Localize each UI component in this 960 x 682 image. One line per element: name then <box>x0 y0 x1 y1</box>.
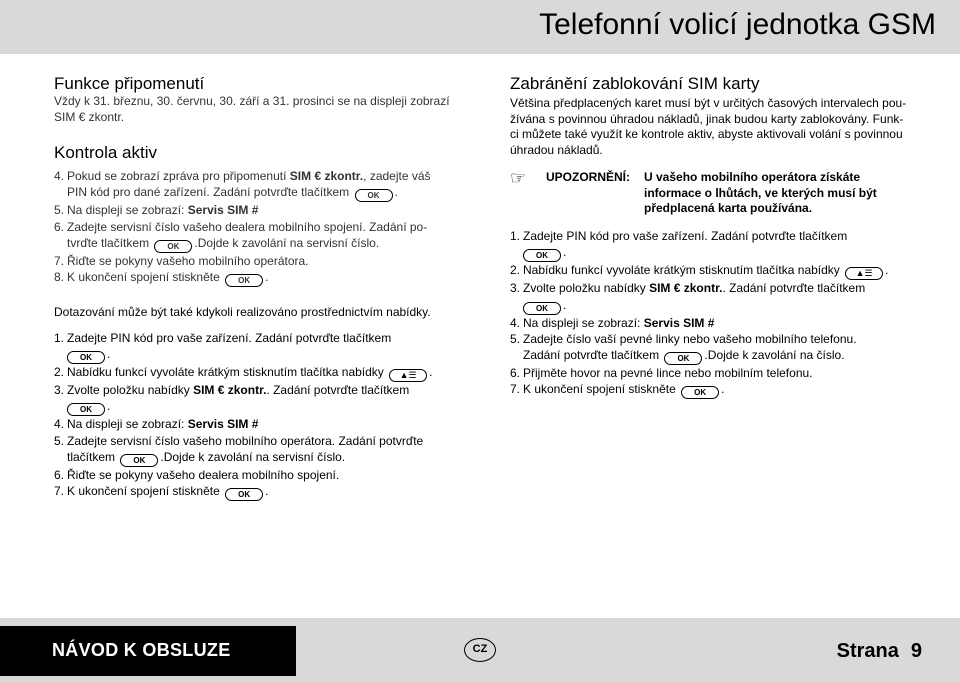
step-text: K ukončení spojení stiskněte <box>67 484 220 499</box>
warning-note <box>510 170 938 220</box>
step-text: Zvolte položku nabídky <box>523 281 650 296</box>
step-text: . <box>563 297 567 312</box>
step-bold: SIM € zkontr. <box>649 281 723 296</box>
step-text: .Dojde k zavolání na servisní číslo. <box>194 235 380 250</box>
paragraph-line: ci můžete také využít ke kontrole aktiv, abyste aktivovali volání s povinnou <box>510 127 903 141</box>
warning-line: informace o lhůtách, ve kterých musí být <box>644 185 877 200</box>
step-number: 3. <box>510 281 521 296</box>
sim-step-3 <box>510 280 938 314</box>
menu-step-2 <box>54 364 474 382</box>
menu-step-4 <box>54 416 474 432</box>
step-6 <box>54 219 474 253</box>
ok-key-icon: OK <box>523 249 561 262</box>
sim-step-7 <box>510 381 938 399</box>
sim-block-paragraph <box>510 96 938 158</box>
ok-key-icon: OK <box>523 302 561 315</box>
page-number <box>837 640 922 663</box>
ok-key-icon: OK <box>664 352 702 365</box>
step-text: . <box>107 399 111 414</box>
paragraph-line: žívána s povinnou úhradou nákladů, jinak budou karty zablokovány. Funk- <box>510 111 904 126</box>
step-number: 4. <box>510 315 521 330</box>
step-text: , zadejte váš <box>363 169 431 183</box>
step-text: Zvolte položku nabídky <box>67 382 194 397</box>
step-text: Přijměte hovor na pevné lince nebo mobilním telefonu. <box>523 366 813 381</box>
step-number: 7. <box>510 382 521 397</box>
sim-step-5 <box>510 331 938 365</box>
paragraph-line: úhradou nákladů. <box>510 142 603 157</box>
step-text: K ukončení spojení stiskněte <box>523 382 676 397</box>
step-text: Pokud se zobrazí zpráva pro připomenutí <box>67 169 290 183</box>
step-text: .Dojde k zavolání na číslo. <box>704 348 845 363</box>
step-text: Řiďte se pokyny vašeho dealera mobilního spojení. <box>67 467 340 482</box>
step-text: . <box>429 364 433 379</box>
credit-check-steps <box>54 168 474 287</box>
step-number: 2. <box>510 263 521 278</box>
paragraph-line: Většina předplacených karet musí být v určitých časových intervalech pou- <box>510 96 907 110</box>
sim-step-2 <box>510 262 938 280</box>
menu-step-6 <box>54 467 474 483</box>
ok-key-icon: OK <box>681 386 719 399</box>
sim-step-4 <box>510 315 938 331</box>
step-bold: Servis SIM # <box>643 315 715 330</box>
menu-step-1 <box>54 330 474 364</box>
step-text: tlačítkem <box>67 449 116 464</box>
step-7 <box>54 253 474 269</box>
warning-text <box>644 170 904 217</box>
section-title-reminder: Funkce připomenutí <box>54 74 205 93</box>
reminder-line: Vždy k 31. březnu, 30. červnu, 30. září a 31. prosinci se na displeji zobrazí <box>54 94 450 108</box>
ok-key-icon: OK <box>67 403 105 416</box>
step-text: Nabídku funkcí vyvoláte krátkým stisknutím tlačítka nabídky <box>67 364 384 379</box>
ok-key-icon: OK <box>225 488 263 501</box>
ok-key-icon: OK <box>154 240 192 253</box>
menu-step-5 <box>54 433 474 467</box>
step-number: 7. <box>54 484 65 499</box>
step-number: 6. <box>510 366 521 381</box>
step-text: . <box>265 484 269 499</box>
step-number: 4. <box>54 417 65 432</box>
menu-step-3 <box>54 382 474 416</box>
step-8 <box>54 269 474 287</box>
pointing-hand-icon: ☞ <box>510 168 527 188</box>
page-title: Telefonní volicí jednotka GSM <box>539 8 936 41</box>
step-text: . <box>394 185 398 200</box>
step-text: PIN kód pro dané zařízení. Zadání potvrďte tlačítkem <box>67 185 350 200</box>
step-text: Zadejte servisní číslo vašeho mobilního operátora. Zadání potvrďte <box>67 433 424 448</box>
step-text: Nabídku funkcí vyvoláte krátkým stisknutím tlačítka nabídky <box>523 263 840 278</box>
step-text: . Zadání potvrďte tlačítkem <box>722 281 866 296</box>
step-bold: SIM € zkontr. <box>289 169 364 183</box>
step-number: 2. <box>54 364 65 379</box>
step-text: Zadejte číslo vaší pevné linky nebo vašeho mobilního telefonu. <box>523 331 857 346</box>
menu-steps <box>54 330 474 501</box>
footer-manual-title: NÁVOD K OBSLUZE <box>52 640 231 660</box>
warning-line: U vašeho mobilního operátora získáte <box>644 170 861 184</box>
step-number: 7. <box>54 253 65 268</box>
step-text: Zadání potvrďte tlačítkem <box>523 348 660 363</box>
warning-line: předplacená karta používána. <box>644 201 813 215</box>
menu-key-icon: ▲☰ <box>389 369 427 382</box>
menu-key-icon: ▲☰ <box>845 267 883 280</box>
step-text: Řiďte se pokyny vašeho mobilního operátora. <box>67 253 309 268</box>
sim-step-6 <box>510 365 938 381</box>
warning-label: UPOZORNĚNÍ: <box>546 170 630 184</box>
step-number: 8. <box>54 270 65 285</box>
step-number: 5. <box>54 433 65 448</box>
step-text: . <box>885 263 889 278</box>
section-title-credit-check: Kontrola aktiv <box>54 143 157 162</box>
step-5 <box>54 202 474 218</box>
ok-key-icon: OK <box>67 351 105 364</box>
page-label: Strana <box>836 640 899 662</box>
step-number: 1. <box>54 330 65 345</box>
reminder-text <box>54 94 474 125</box>
step-number: 6. <box>54 219 65 234</box>
left-column <box>54 74 474 501</box>
step-text: . Zadání potvrďte tlačítkem <box>266 382 410 397</box>
ok-key-icon: OK <box>225 274 263 287</box>
step-number: 1. <box>510 229 521 243</box>
step-text: .Dojde k zavolání na servisní číslo. <box>160 449 346 464</box>
ok-key-icon: OK <box>355 189 393 202</box>
step-text: Na displeji se zobrazí: <box>523 315 644 330</box>
step-bold: Servis SIM # <box>187 203 259 218</box>
ok-key-icon: OK <box>120 454 158 467</box>
step-text: Zadejte PIN kód pro vaše zařízení. Zadání potvrďte tlačítkem <box>67 330 392 345</box>
step-text: . <box>563 245 567 260</box>
step-text: . <box>107 346 111 361</box>
step-bold: Servis SIM # <box>187 417 259 432</box>
step-number: 5. <box>54 203 65 218</box>
step-text: . <box>721 382 725 397</box>
page-number-value: 9 <box>910 640 922 662</box>
reminder-line: SIM € zkontr. <box>54 109 125 124</box>
step-4 <box>54 168 474 202</box>
step-text: Na displeji se zobrazí: <box>67 417 188 432</box>
step-number: 5. <box>510 331 521 346</box>
step-number: 6. <box>54 467 65 482</box>
step-text: tvrďte tlačítkem <box>67 235 150 250</box>
sim-block-steps <box>510 228 938 399</box>
step-text: K ukončení spojení stiskněte <box>67 270 220 285</box>
country-badge: CZ <box>464 638 496 662</box>
sim-step-1 <box>510 228 938 262</box>
right-column <box>510 74 938 399</box>
step-text: Zadejte PIN kód pro vaše zařízení. Zadání potvrďte tlačítkem <box>523 229 848 243</box>
step-text: Zadejte servisní číslo vašeho dealera mobilního spojení. Zadání po- <box>67 219 428 234</box>
step-text: . <box>265 270 269 285</box>
step-number: 3. <box>54 382 65 397</box>
step-text: Na displeji se zobrazí: <box>67 203 188 218</box>
menu-paragraph: Dotazování může být také kdykoli realizováno prostřednictvím nabídky. <box>54 305 431 320</box>
section-title-sim-block: Zabránění zablokování SIM karty <box>510 74 760 93</box>
menu-step-7 <box>54 483 474 501</box>
step-number: 4. <box>54 169 65 183</box>
step-bold: SIM € zkontr. <box>193 382 267 397</box>
